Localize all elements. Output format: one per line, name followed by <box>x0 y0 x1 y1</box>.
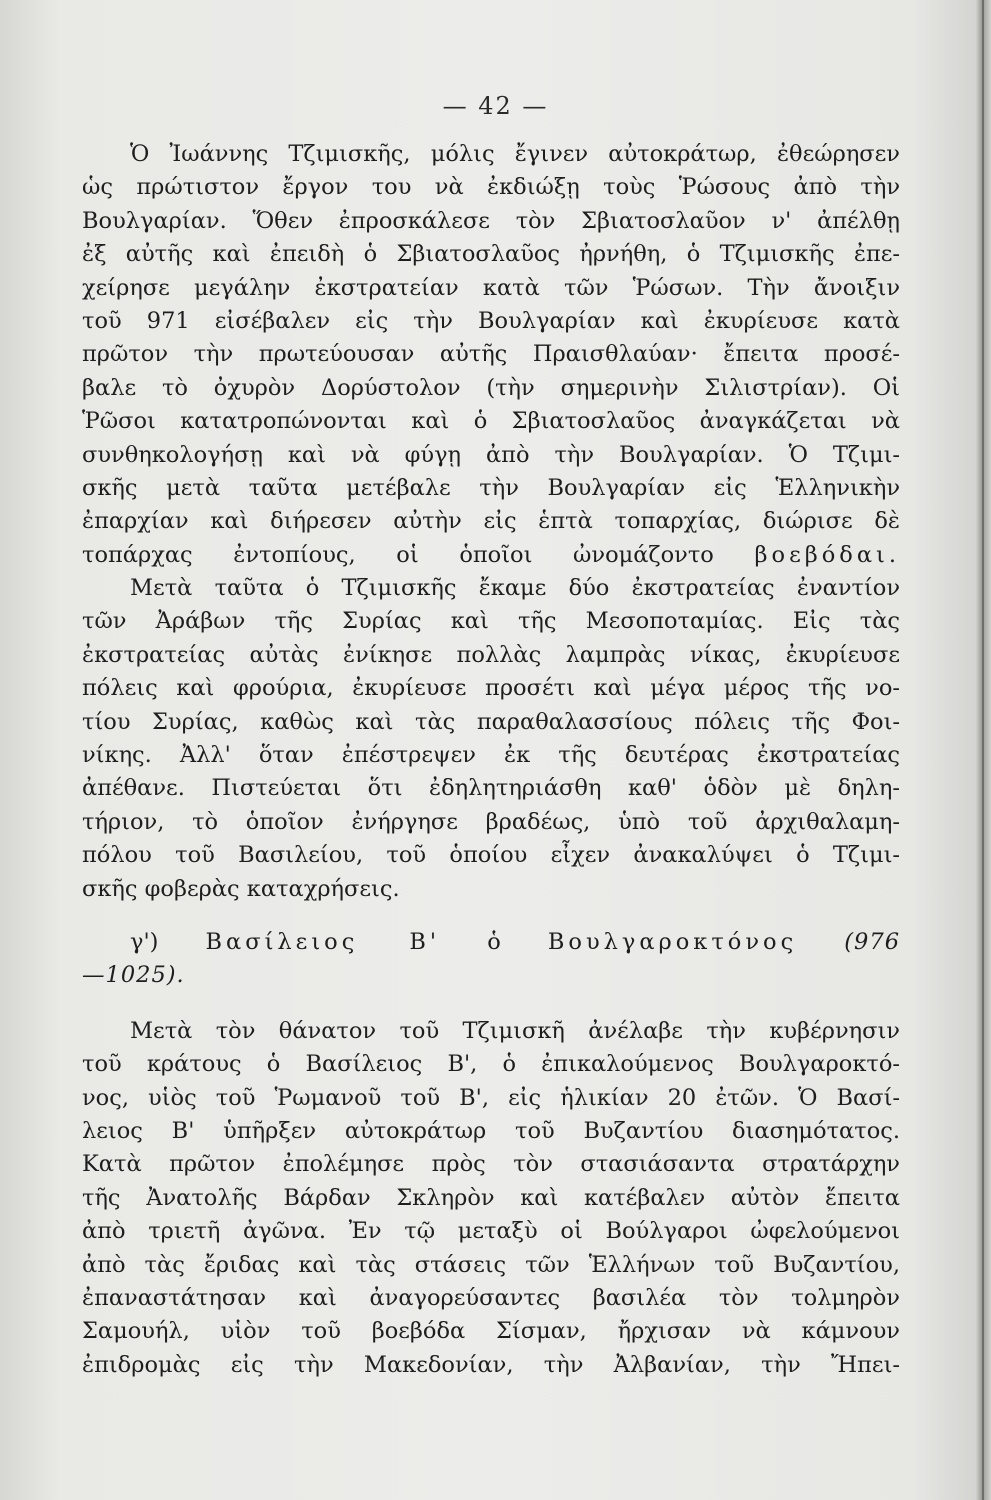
heading-letter: γ') <box>130 928 159 955</box>
text-line: Μετὰ ταῦτα ὁ Τζιμισκῆς ἔκαμε δύο ἐκστρατείας ἐναντίον <box>130 575 900 602</box>
paragraph-tzimiskes-bulgaria <box>82 138 900 572</box>
text-line: συνθηκολογήσῃ καὶ νὰ φύγῃ ἀπὸ τὴν Βουλγαρίαν. Ὁ Τζιμι- <box>82 441 900 468</box>
paragraph-basil-ii <box>82 1015 900 1382</box>
heading-date-end: —1025). <box>82 962 185 989</box>
heading-name: Βασίλειος Β' <box>205 928 441 955</box>
heading-line <box>82 959 900 992</box>
heading-article: ὁ <box>487 928 501 955</box>
text-line: ἀπὸ τριετῆ ἀγῶνα. Ἐν τῷ μεταξὺ οἱ Βούλγαροι ὠφελούμενοι <box>82 1218 900 1245</box>
text-line: νίκης. Ἀλλ' ὅταν ἐπέστρεψεν ἐκ τῆς δευτέρας ἐκστρατείας <box>82 742 900 769</box>
text-line: τῶν Ἀράβων τῆς Συρίας καὶ τῆς Μεσοποταμίας. Εἰς τὰς <box>82 608 900 635</box>
text-line: ἐκστρατείας αὐτὰς ἐνίκησε πολλὰς λαμπρὰς νίκας, ἐκυρίευσε <box>82 641 900 668</box>
text-line: Μετὰ τὸν θάνατον τοῦ Τζιμισκῆ ἀνέλαβε τὴν κυβέρνησιν <box>130 1017 900 1044</box>
text-line: λειος Β' ὑπῆρξεν αὐτοκράτωρ τοῦ Βυζαντίου διασημότατος. <box>82 1117 900 1144</box>
text-line: ἀπὸ τὰς ἔριδας καὶ τὰς στάσεις τῶν Ἑλλήνων τοῦ Βυζαντίου, <box>82 1251 900 1278</box>
text-line: ὡς πρώτιστον ἔργον του νὰ ἐκδιώξῃ τοὺς Ῥώσους ἀπὸ τὴν <box>82 174 900 201</box>
text-line: ἐπιδρομὰς εἰς τὴν Μακεδονίαν, τὴν Ἀλβανίαν, τὴν Ἤπει- <box>82 1351 900 1378</box>
text-line: βαλε τὸ ὀχυρὸν Δορύστολον (τὴν σημερινὴν Σιλιστρίαν). Οἱ <box>82 374 900 401</box>
page-number: — 42 — <box>442 92 549 120</box>
text-line: τίου Συρίας, καθὼς καὶ τὰς παραθαλασσίους πόλεις τῆς Φοι- <box>82 708 900 735</box>
heading-date-start: (976 <box>844 928 901 955</box>
page-text <box>82 138 900 1382</box>
text-line: τῆς Ἀνατολῆς Βάρδαν Σκληρὸν καὶ κατέβαλεν αὐτὸν ἔπειτα <box>82 1184 900 1211</box>
section-heading-basil-ii <box>82 926 900 993</box>
text-line: σκῆς μετὰ ταῦτα μετέβαλε τὴν Βουλγαρίαν εἰς Ἑλληνικὴν <box>82 474 900 501</box>
text-line: Κατὰ πρῶτον ἐπολέμησε πρὸς τὸν στασιάσαντα στρατάρχην <box>82 1151 900 1178</box>
text-line: ἀπέθανε. Πιστεύεται ὅτι ἐδηλητηριάσθη καθ' ὁδὸν μὲ δηλη- <box>82 775 900 802</box>
heading-line <box>82 926 900 959</box>
text-line: ἐπαναστάτησαν καὶ ἀναγορεύσαντες βασιλέα τὸν τολμηρὸν <box>82 1284 900 1311</box>
text-line: πόλου τοῦ Βασιλείου, τοῦ ὁποίου εἶχεν ἀνακαλύψει ὁ Τζιμι- <box>82 842 900 869</box>
spacer <box>82 993 900 1015</box>
text-fragment: τοπάρχας ἐντοπίους, οἱ ὁποῖοι ὠνομάζοντο <box>82 541 714 568</box>
text-line: Σαμουήλ, υἱὸν τοῦ βοεβόδα Σίσμαν, ἤρχισαν νὰ κάμνουν <box>82 1318 900 1345</box>
page-binding-edge <box>975 0 991 1500</box>
text-line: πρῶτον τὴν πρωτεύουσαν αὐτῆς Πραισθλαύαν· ἔπειτα προσέ- <box>82 341 900 368</box>
text-line: Ῥῶσοι κατατροπώνονται καὶ ὁ Σβιατοσλαῦος ἀναγκάζεται νὰ <box>82 408 900 435</box>
paragraph-tzimiskes-arabs <box>82 572 900 906</box>
text-line: τήριον, τὸ ὁποῖον ἐνήργησε βραδέως, ὑπὸ τοῦ ἀρχιθαλαμη- <box>82 808 900 835</box>
text-line: Βουλγαρίαν. Ὅθεν ἐπροσκάλεσε τὸν Σβιατοσλαῦον ν' ἀπέλθῃ <box>82 207 900 234</box>
text-line: τοῦ κράτους ὁ Βασίλειος Β', ὁ ἐπικαλούμενος Βουλγαροκτό- <box>82 1051 900 1078</box>
text-line-last <box>82 539 900 572</box>
heading-epithet: Βουλγαροκτόνος <box>547 928 798 955</box>
spacer <box>82 906 900 926</box>
text-line: τοῦ 971 εἰσέβαλεν εἰς τὴν Βουλγαρίαν καὶ ἐκυρίευσε κατὰ <box>82 307 900 334</box>
spaced-term-voevodes: βοεβόδαι. <box>754 541 901 568</box>
text-line: σκῆς φοβερὰς καταχρήσεις. <box>82 875 400 902</box>
text-line: χείρησε μεγάλην ἐκστρατείαν κατὰ τῶν Ῥώσων. Τὴν ἄνοιξιν <box>82 274 900 301</box>
text-line: ἐξ αὐτῆς καὶ ἐπειδὴ ὁ Σβιατοσλαῦος ἠρνήθη, ὁ Τζιμισκῆς ἐπε- <box>82 241 900 268</box>
text-line: ἐπαρχίαν καὶ διήρεσεν αὐτὴν εἰς ἑπτὰ τοπαρχίας, διώρισε δὲ <box>82 508 900 535</box>
text-line: Ὁ Ἰωάννης Τζιμισκῆς, μόλις ἔγινεν αὐτοκράτωρ, ἐθεώρησεν <box>130 141 900 167</box>
text-line: πόλεις καὶ φρούρια, ἐκυρίευσε προσέτι καὶ μέγα μέρος τῆς νο- <box>82 675 900 702</box>
text-line: νος, υἱὸς τοῦ Ῥωμανοῦ τοῦ Β', εἰς ἡλικίαν 20 ἐτῶν. Ὁ Βασί- <box>82 1084 900 1111</box>
